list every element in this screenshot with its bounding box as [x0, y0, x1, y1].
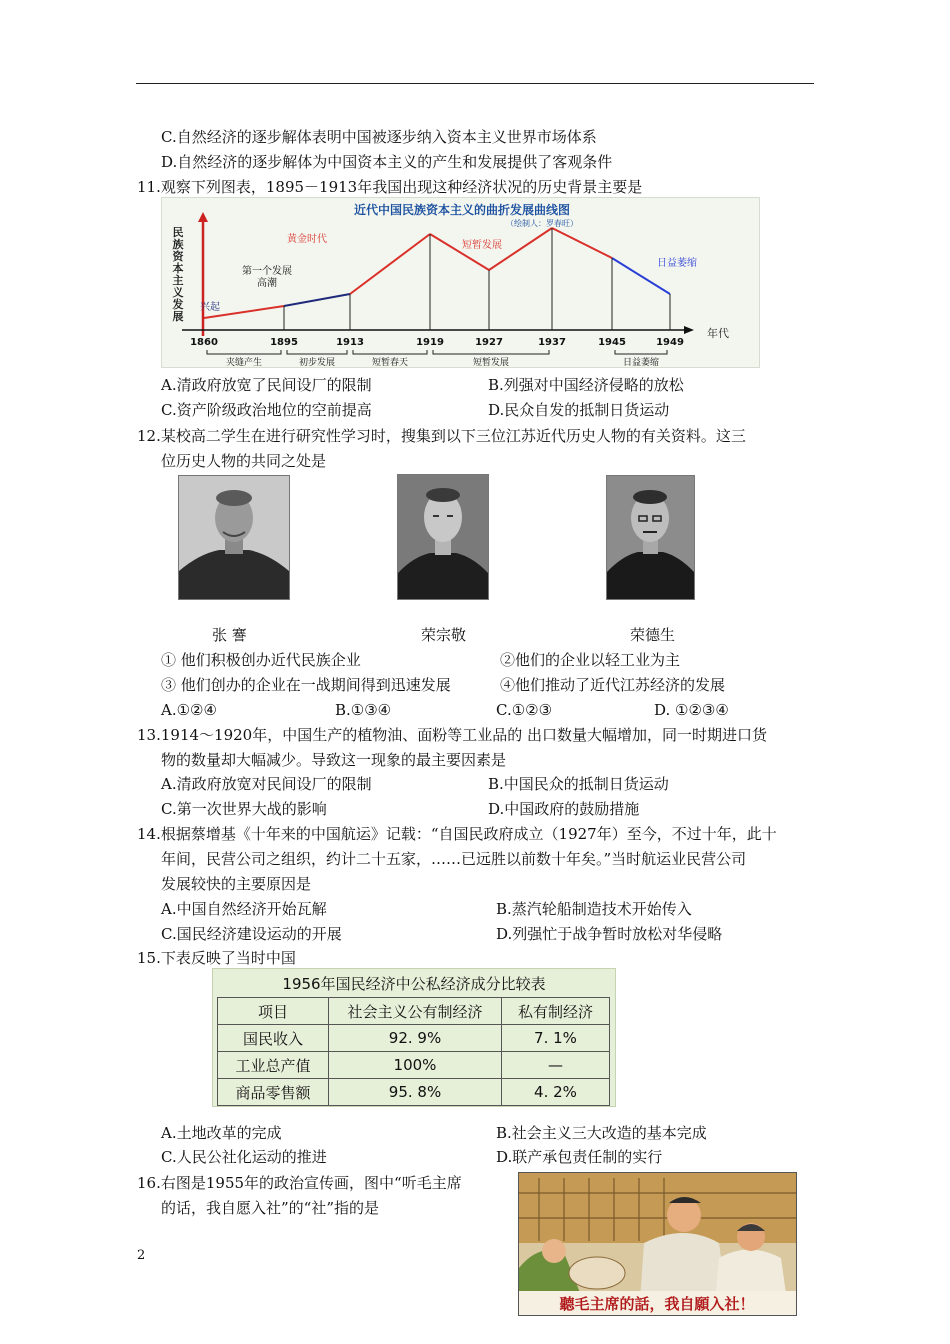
q12-statement-3: ③ 他们创办的企业在一战期间得到迅速发展: [161, 676, 451, 694]
q11-stem: 11.观察下列图表，1895－1913年我国出现这种经济状况的历史背景主要是: [137, 178, 643, 196]
q12-option-d: D. ①②③④: [654, 701, 729, 719]
q15-option-c: C.人民公社化运动的推进: [161, 1148, 327, 1166]
q15-option-a: A.土地改革的完成: [161, 1124, 282, 1142]
page-number: 2: [137, 1248, 146, 1263]
table-row: [218, 1025, 610, 1052]
q10-option-c: C.自然经济的逐步解体表明中国被逐步纳入资本主义世界市场体系: [161, 128, 597, 146]
x-axis-arrow: [684, 326, 694, 334]
y-label-char: 主: [172, 274, 184, 287]
y-label-char: 义: [172, 286, 184, 299]
annotation-label: 兴起: [200, 302, 220, 313]
period-label: 初步发展: [298, 358, 336, 367]
q14-option-a: A.中国自然经济开始瓦解: [161, 900, 327, 918]
x-tick-label: 1937: [538, 337, 566, 348]
annotation-label: 高潮: [257, 278, 277, 289]
chart-subtitle: （绘制人：罗春旺）: [506, 219, 578, 228]
q13-option-a: A.清政府放宽对民间设厂的限制: [161, 775, 372, 793]
q11-option-d: D.民众自发的抵制日货运动: [488, 401, 670, 419]
table-row: [218, 1052, 610, 1079]
caption-rong-desheng: 荣德生: [630, 626, 676, 644]
table-header-cell: 私有制经济: [502, 998, 610, 1025]
period-bracket: [615, 350, 667, 354]
period-bracket: [353, 350, 427, 354]
chart-y-label: [172, 225, 185, 323]
x-tick-label: 1913: [336, 337, 364, 348]
series-segment: [552, 228, 612, 258]
annotation-label: 第一个发展: [242, 266, 292, 277]
q12-stem-line1: 12.某校高二学生在进行研究性学习时，搜集到以下三位江苏近代历史人物的有关资料。这三: [137, 427, 746, 445]
y-axis-arrow: [198, 212, 208, 222]
period-bracket: [433, 350, 549, 354]
q15-stem: 15.下表反映了当时中国: [137, 949, 296, 967]
table-cell: 100%: [329, 1052, 502, 1079]
q10-option-d: D.自然经济的逐步解体为中国资本主义的产生和发展提供了客观条件: [161, 153, 613, 171]
q14-option-d: D.列强忙于战争暂时放松对华侵略: [496, 925, 723, 943]
y-label-char: 发: [172, 298, 184, 311]
q11-option-b: B.列强对中国经济侵略的放松: [488, 376, 684, 394]
period-label: 日益萎缩: [622, 358, 660, 367]
table-cell: 4. 2%: [502, 1079, 610, 1106]
y-label-char: 资: [172, 250, 184, 263]
q12-statement-1: ① 他们积极创办近代民族企业: [161, 651, 361, 669]
table-cell: —: [502, 1052, 610, 1079]
x-tick-label: 1860: [190, 337, 218, 348]
header-rule: [136, 83, 814, 84]
q16-stem-line1: 16.右图是1955年的政治宣传画，图中“听毛主席: [137, 1174, 462, 1192]
q14-stem-line2: 年间，民营公司之组织，约计二十五家，……已远胜以前数十年矣。”当时航运业民营公司: [161, 850, 747, 868]
q14-option-c: C.国民经济建设运动的开展: [161, 925, 342, 943]
table-cell: 7. 1%: [502, 1025, 610, 1052]
q12-statement-2: ②他们的企业以轻工业为主: [500, 651, 681, 669]
development-chart-svg: [162, 198, 759, 367]
period-bracket: [287, 350, 347, 354]
annotation-label: 短暂发展: [462, 240, 502, 251]
q11-option-c: C.资产阶级政治地位的空前提高: [161, 401, 372, 419]
portrait-rong-desheng: [606, 475, 695, 600]
table-row: [218, 1079, 610, 1106]
annotation-label: 黄金时代: [287, 234, 327, 245]
x-tick-label: 1945: [598, 337, 626, 348]
q14-option-b: B.蒸汽轮船制造技术开始传入: [496, 900, 692, 918]
development-chart: [161, 197, 760, 368]
q12-option-c: C.①②③: [496, 701, 553, 719]
period-label: 短暂春天: [371, 358, 409, 367]
period-label: 夹缝产生: [225, 358, 263, 367]
annotation-label: 日益萎缩: [657, 258, 697, 269]
table-cell: 95. 8%: [329, 1079, 502, 1106]
period-label: 短暂发展: [472, 358, 510, 367]
x-tick-label: 1919: [416, 337, 444, 348]
caption-zhang-jian: 张 謇: [212, 626, 247, 644]
period-bracket: [207, 350, 281, 354]
q15-option-b: B.社会主义三大改造的基本完成: [496, 1124, 707, 1142]
q14-stem-line3: 发展较快的主要原因是: [161, 875, 312, 893]
q13-option-c: C.第一次世界大战的影响: [161, 800, 327, 818]
series-segment: [350, 234, 430, 294]
q15-option-d: D.联产承包责任制的实行: [496, 1148, 663, 1166]
table-cell: 工业总产值: [218, 1052, 329, 1079]
portrait-rong-zongjing: [397, 474, 489, 600]
q13-option-b: B.中国民众的抵制日货运动: [488, 775, 669, 793]
q12-statement-4: ④他们推动了近代江苏经济的发展: [500, 676, 726, 694]
table-cell: 商品零售额: [218, 1079, 329, 1106]
chart-periods: [207, 350, 667, 367]
x-tick-label: 1927: [475, 337, 503, 348]
q13-stem-line1: 13.1914～1920年，中国生产的植物油、面粉等工业品的 出口数量大幅增加，同一时期进口货: [137, 726, 767, 744]
q12-option-a: A.①②④: [161, 701, 217, 719]
poster-slogan: 聽毛主席的話，我自願入社！: [559, 1295, 755, 1313]
chart-x-label: 年代: [707, 327, 729, 340]
q13-option-d: D.中国政府的鼓励措施: [488, 800, 640, 818]
table-cell: 国民收入: [218, 1025, 329, 1052]
table-header-cell: 社会主义公有制经济: [329, 998, 502, 1025]
y-label-char: 族: [172, 238, 184, 251]
table-header-row: [218, 998, 610, 1025]
portrait-zhang-jian: [178, 475, 290, 600]
y-label-char: 民: [172, 226, 184, 239]
y-label-char: 展: [172, 310, 184, 323]
propaganda-poster: [518, 1172, 797, 1316]
x-tick-label: 1895: [270, 337, 298, 348]
table-cell: 92. 9%: [329, 1025, 502, 1052]
caption-rong-zongjing: 荣宗敬: [421, 626, 467, 644]
y-label-char: 本: [172, 262, 184, 275]
q11-option-a: A.清政府放宽了民间设厂的限制: [161, 376, 372, 394]
series-segment: [284, 294, 350, 306]
x-tick-label: 1949: [656, 337, 684, 348]
chart-title: 近代中国民族资本主义的曲折发展曲线图: [353, 203, 571, 217]
economy-table: [217, 997, 610, 1106]
q12-option-b: B.①③④: [335, 701, 392, 719]
economy-table-panel: [212, 968, 616, 1107]
q12-stem-line2: 位历史人物的共同之处是: [161, 452, 327, 470]
q13-stem-line2: 物的数量却大幅减少。导致这一现象的最主要因素是: [161, 751, 507, 769]
economy-table-title: 1956年国民经济中公私经济成分比较表: [282, 975, 546, 993]
table-header-cell: 项目: [218, 998, 329, 1025]
q14-stem-line1: 14.根据蔡增基《十年来的中国航运》记载：“自国民政府成立（1927年）至今，不过十年，此十: [137, 825, 777, 843]
q16-stem-line2: 的话，我自愿入社”的“社”指的是: [161, 1199, 380, 1217]
